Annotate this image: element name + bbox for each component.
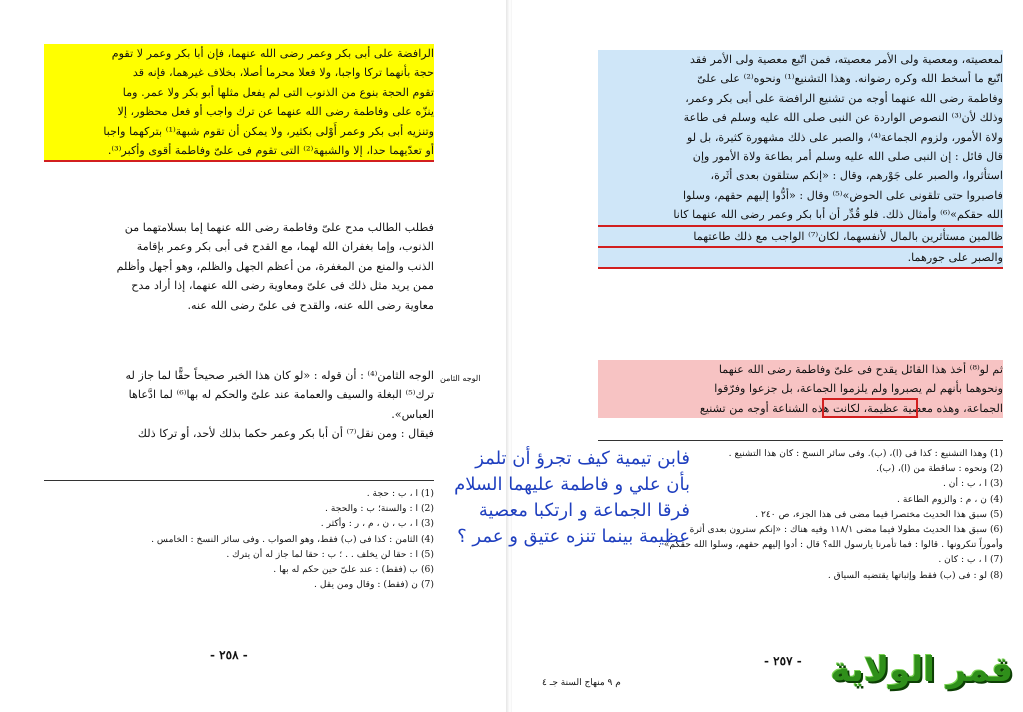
footnote: (4) الثامن : كذا فى (ب) فقط، وهو الصواب . وفى سائر النسخ : الخامس . (151, 533, 434, 545)
text-line: العباس». (391, 407, 434, 421)
text-line: ممن يريد مثل ذلك فى علىّ ومعاوية رضى الله عنهما، إذا أراد مدح (131, 279, 434, 293)
page-number: - ٢٥٧ - (764, 654, 802, 668)
text-line: قال قائل : إن النبى صلى الله عليه وسلم أمر بطاعة ولاة الأمور وإن (692, 150, 1003, 164)
text-line: وذلك لأن⁽³⁾ النصوص الواردة عن النبى صلى الله عليه وسلم فى طاعة (683, 111, 1003, 125)
text-line: ولاة الأمور، ولزوم الجماعة⁽⁴⁾، والصبر على ذلك مشهورة كثيرة، بل لو (686, 130, 1003, 144)
right-page (512, 0, 1023, 712)
text-line: الذنوب، وإما بغفران الله لهما، مع القدح فى أبى بكر وعمر بإقامة (136, 240, 434, 254)
footnote: (3) ا ، ب : أن . (942, 478, 1003, 490)
overlay-line: عظيمة بينما تنزه عتيق و عمر ؟ (457, 526, 690, 547)
footnote: (7) ا ، ب : كان . (938, 554, 1003, 566)
footnote: (8) لو : فى (ب) فقط وإثباتها يقتضيه السياق . (827, 569, 1003, 581)
text-line: تقوم الحجة بنوع من الذنوب التى لم يفعل مثلها أبو بكر ولا عمر. وما (122, 85, 434, 99)
footnote: (6) سبق هذا الحديث مطولا فيما مضى ١١٨/١ وفيه هناك : «إنكم سترون بعدى أثرة (689, 524, 1003, 536)
text-line: الله حقكم»⁽⁶⁾ وأمثال ذلك. فلو قُدِّر أن أبا بكر وعمر رضى الله عنهما كانا (598, 205, 1003, 226)
footnote: (6) ب (فقط) : عند علىّ حين حكم له بها . (273, 564, 434, 576)
text-line: اتّبع ما أسخط الله وكره رضوانه. وهذا التشنيع⁽¹⁾ ونحوه⁽²⁾ على علىّ (697, 72, 1003, 86)
footnote: (2) ونحوه : ساقطة من (ا)، (ب). (876, 463, 1003, 475)
footnote: (7) ن (فقط) : وقال ومن يقل . (314, 579, 434, 591)
text-line: ترك⁽⁵⁾ البغلة والسيف والعمامة عند علىّ والحكم له بها⁽⁶⁾ لما ادَّعاها (128, 388, 434, 402)
pink-highlight-block (598, 360, 1003, 418)
overlay-comment (420, 446, 690, 550)
text-line: فيقال : ومن نقل⁽⁷⁾ أن أبا بكر وعمر حكما بذلك لأحد، أو تركا ذلك (137, 427, 434, 441)
text-line: ثم لو⁽⁸⁾ أخذ هذا القائل يقدح فى علىّ وفاطمة رضى الله عنهما (718, 363, 1003, 376)
text-line: وفاطمة رضى الله عنهما أوجه من تشنيع الرافضة على أبى بكر وعمر، (685, 91, 1003, 105)
plain-paragraph (44, 218, 434, 315)
text-line: وتنزيه أبى بكر وعمر أَوْلى بكثير، ولا يمكن أن تقوم شبهة⁽¹⁾ بتركهما واجبا (103, 124, 434, 138)
yellow-highlight-block (44, 44, 434, 162)
footnote: (5) ا : حقا لن يخلف . . ؛ ب : حقا لما جاز له أن يترك . (226, 548, 434, 560)
page-number: - ٢٥٨ - (210, 648, 248, 662)
text-line: استأثروا، والصبر على جَوْرهم، وقال : «إنكم ستلقون بعدى أثَرة، (710, 169, 1003, 183)
footnote: (5) سبق هذا الحديث مختصرا فيما مضى فى هذا الجزء، ص ٢٤٠ . (755, 508, 1003, 520)
text-line: حجة بأنهما تركا واجبا، ولا فعلا محرما أصلا، بخلاف غيرهما، فإنه قد (132, 66, 434, 80)
left-page (0, 0, 508, 712)
overlay-line: بأن علي و فاطمة عليهما السلام (454, 474, 690, 495)
text-line: أو تعدّيهما حدا، إلا والشبهة⁽²⁾ التى تقوم فى علىّ وفاطمة أقوى وأكبر⁽³⁾. (44, 141, 434, 162)
text-line: الجماعة، وهذه معصية عظيمة، لكانت هذه الشناعة أوجه من تشنيع (699, 401, 1003, 415)
text-line: والصبر على جورهما. (598, 248, 1003, 269)
text-line: الذنب والمنع من المغفرة، من أعظم الجهل والظلم، وهو أجهل وأظلم (116, 259, 434, 273)
text-line: ينزّه على وفاطمة رضى الله عنهما عن ترك واجب أو فعل محظور، إلا (117, 105, 434, 119)
footnotes (44, 486, 434, 592)
text-line: فطلب الطالب مدح علىّ وفاطمة رضى الله عنهما إما بسلامتهما من (124, 221, 434, 234)
footnote: (4) ن ، م : والزوم الطاعة . (897, 493, 1003, 505)
margin-note: الوجه الثامن (440, 374, 481, 383)
footnote: (3) ا ، ب ، ن ، م ، ر : وأكثر . (320, 518, 434, 530)
footnote: (1) ا ، ب : حجة . (366, 488, 434, 499)
running-footer: م ٩ منهاج السنة جـ ٤ (542, 678, 621, 688)
watermark-bottom: قمر الولاية (830, 650, 1013, 690)
footnote-divider (598, 440, 1003, 441)
text-line: الرافضة على أبى بكر وعمر رضى الله عنهما، فإن أبا بكر وعمر لا تقوم (111, 47, 434, 60)
overlay-line: فابن تيمية كيف تجرؤ أن تلمز (475, 448, 690, 469)
text-line: الوجه الثامن⁽⁴⁾ : أن قوله : «لو كان هذا الخبر صحيحاً حقًّا لما جاز له (125, 369, 434, 382)
footnote: (1) وهذا التشنيع : كذا فى (ا)، (ب). وفى سائر النسخ : كان هذا التشنيع . (728, 448, 1003, 459)
section-paragraph (44, 366, 434, 444)
text-line: فاصبروا حتى تلقونى على الحوض»⁽⁵⁾ وقال : «أدُّوا إليهم حقهم، وسلوا (683, 188, 1003, 202)
overlay-line: فرقا الجماعة و ارتكبا معصية (478, 500, 690, 521)
red-box-annotation (822, 398, 918, 418)
footnote: (2) ا : والسنة؛ ب : والحجة . (325, 503, 434, 515)
text-line: ظالمين مستأثرين بالمال لأنفسهما، لكان⁽⁷⁾ الواجب مع ذلك طاعتهما (598, 227, 1003, 248)
footnote-divider (44, 480, 434, 481)
footnote: وأموراً تنكرونها . قالوا : فما تأمرنا يارسول الله؟ قال : أدوا إليهم حقهم، وسلوا الله حقكم» . (658, 539, 1003, 551)
text-line: ونحوهما بأنهم لم يصبروا ولم يلزموا الجماعة، بل جزعوا وفرّقوا (714, 382, 1003, 396)
text-line: معاوية رضى الله عنه، والقدح فى علىّ رضى الله عنه. (187, 298, 434, 312)
blue-highlight-block (598, 50, 1003, 269)
text-line: لمعصيته، ومعصية ولى الأمر معصيته، فمن اتّبع معصية ولى الأمر فقد (689, 53, 1003, 66)
